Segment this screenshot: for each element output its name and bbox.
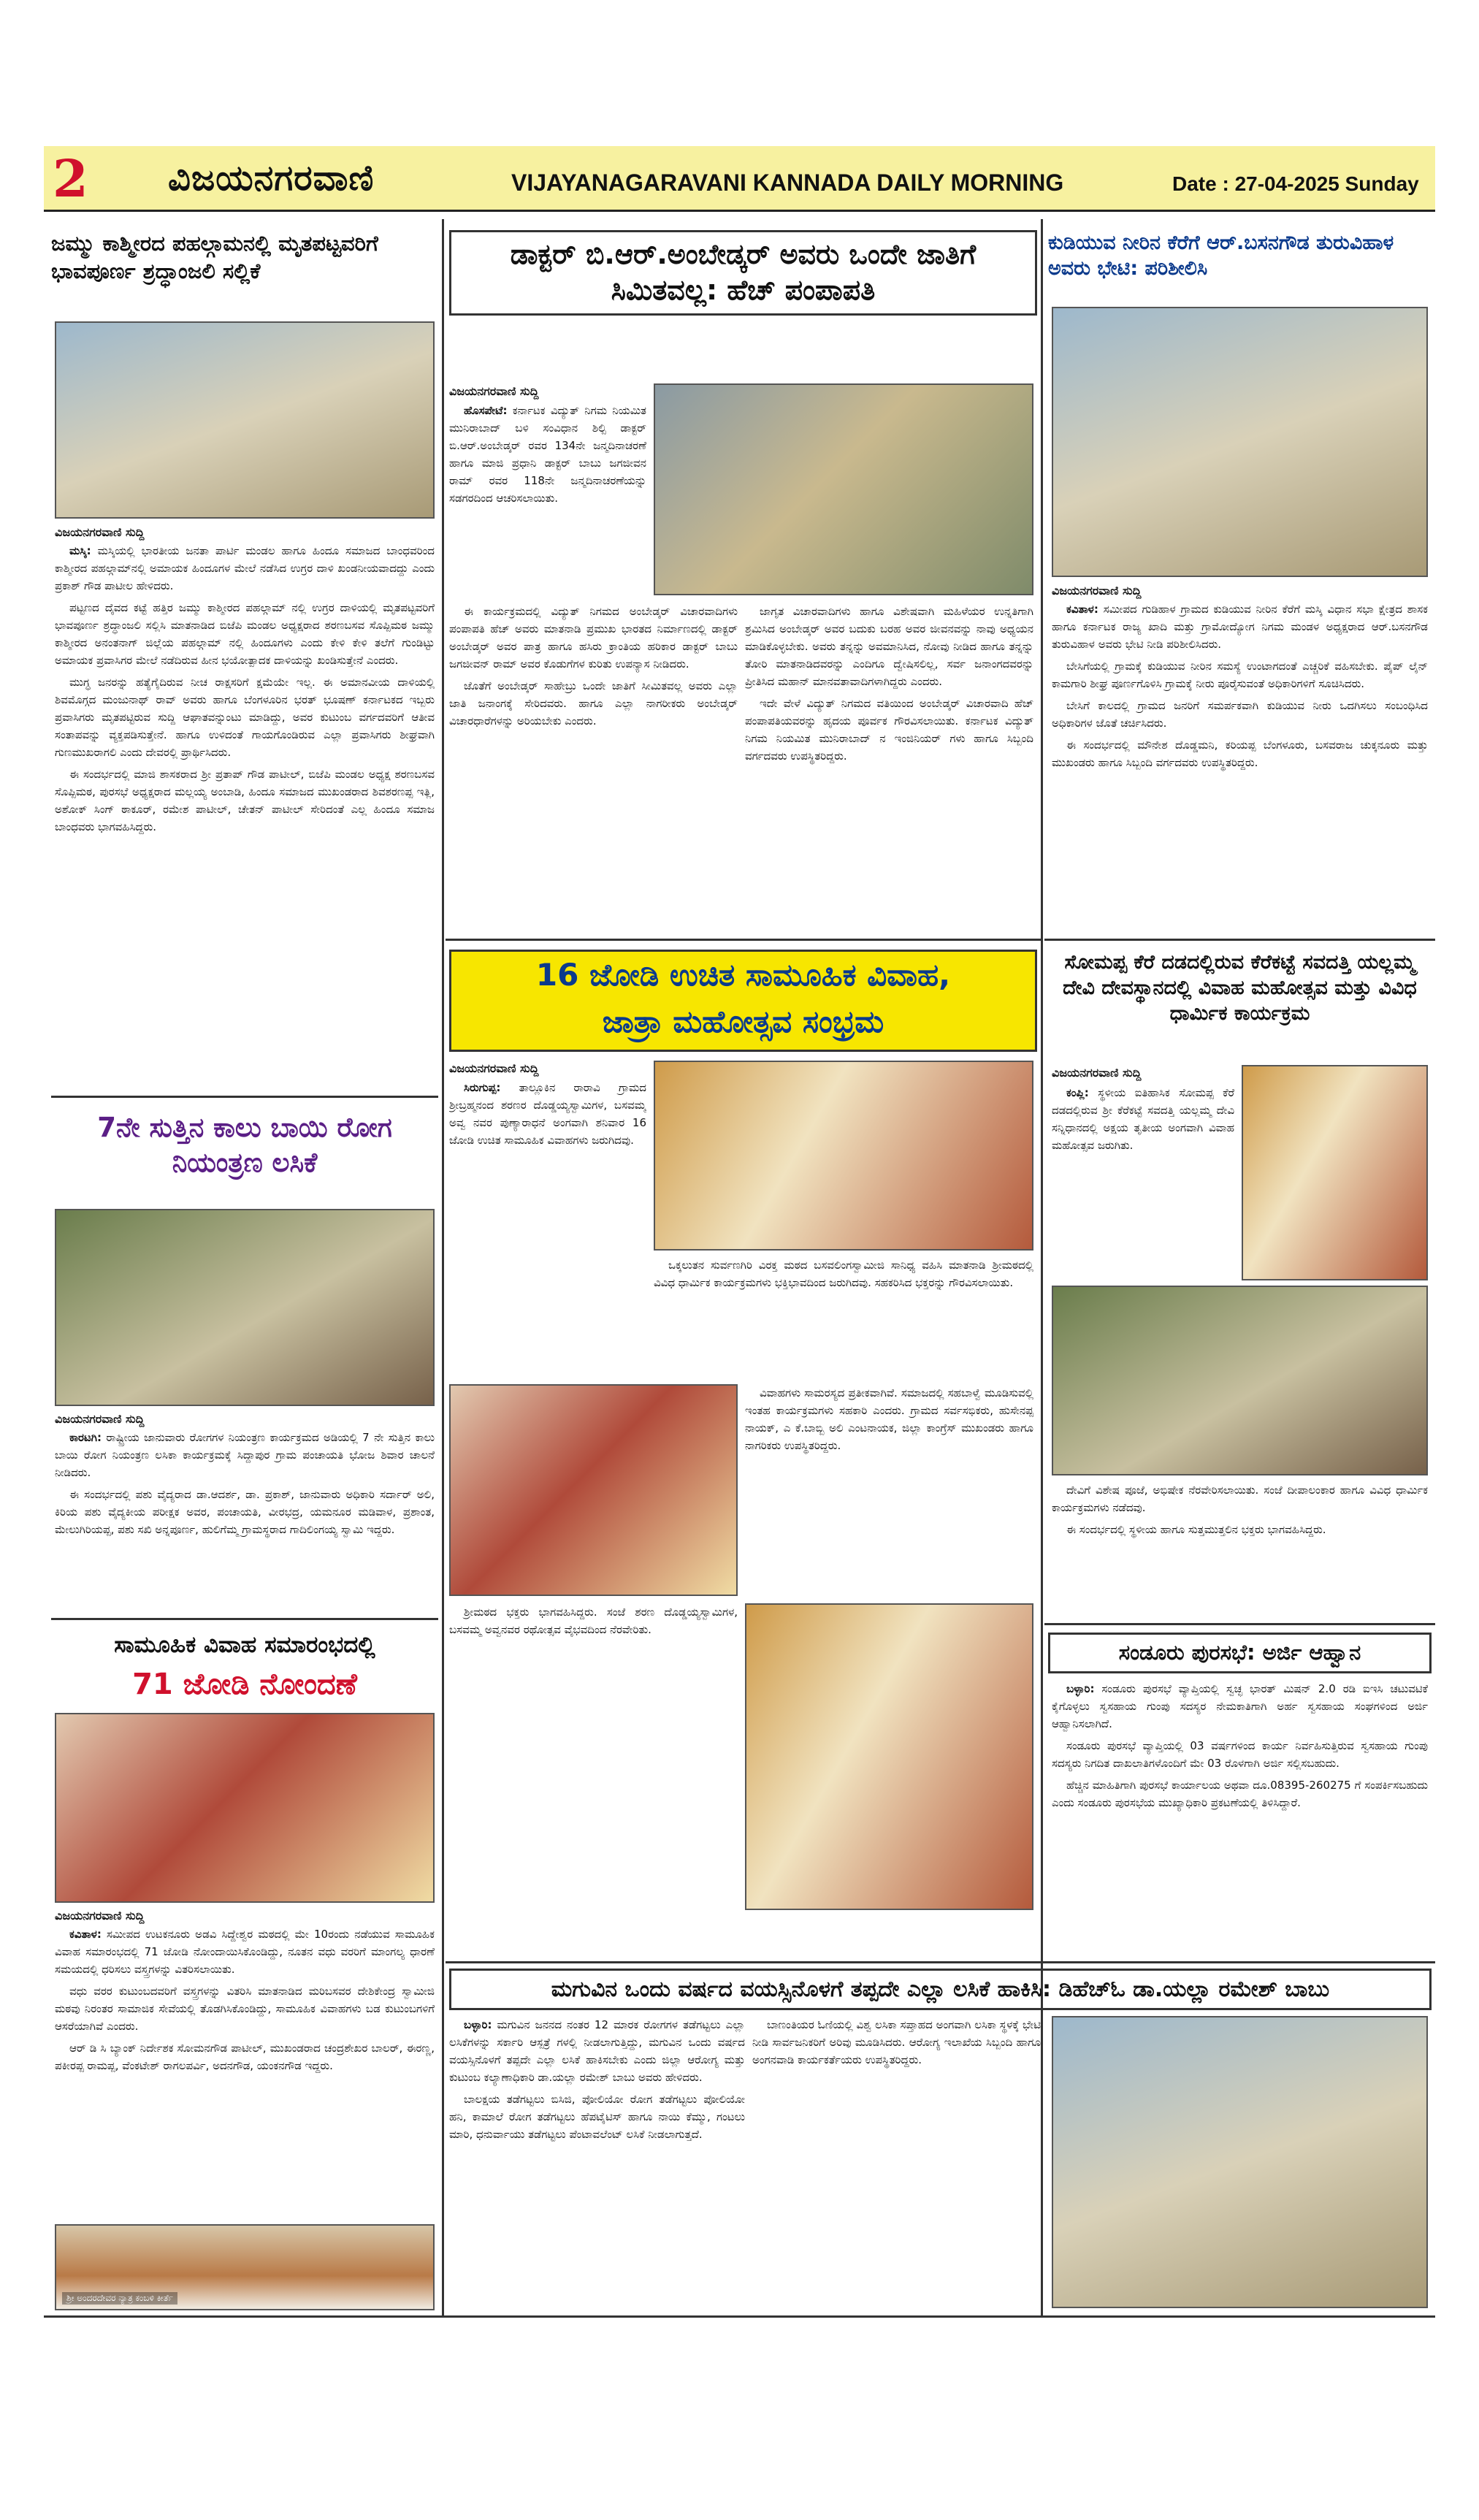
article-byline: ವಿಜಯನಗರವಾಣಿ ಸುದ್ದಿ xyxy=(55,525,145,539)
article-paragraph: ರಾಷ್ಟ್ರೀಯ ಜಾನುವಾರು ರೋಗಗಳ ನಿಯಂತ್ರಣ ಕಾರ್ಯಕ್ರಮದ ಅಡಿಯಲ್ಲಿ 7 ನೇ ಸುತ್ತಿನ ಕಾಲು ಬಾಯಿ ರೋಗ ನಿಯಂತ್ರಣ ಲಸಿಕಾ ಕಾರ್ಯಕ್ರಮಕ್ಕೆ ಸಿದ್ದಾಪುರ ಗ್ರಾಮ ಪಂಚಾಯತಿ ಭೋಜ ಶಿವಾರ ಚಾಲನೆ ನೀಡಿದರು. xyxy=(55,1431,435,1479)
article-body xyxy=(1052,1680,1428,1958)
article-headline: ಮಗುವಿನ ಒಂದು ವರ್ಷದ ವಯಸ್ಸಿನೊಳಗೆ ತಪ್ಪದೇ ಎಲ್ಲಾ ಲಸಿಕೆ ಹಾಕಿಸಿ: ಡಿಹೆಚ್‌ಓ ಡಾ.ಯಲ್ಲಾ ರಮೇಶ್ ಬಾಬು xyxy=(449,1969,1432,2010)
paper-title-kannada: ವಿಜಯನಗರವಾಣಿ xyxy=(168,158,375,199)
article-paragraph: ಬೇಸಿಗೆಯಲ್ಲಿ ಗ್ರಾಮಕ್ಕೆ ಕುಡಿಯುವ ನೀರಿನ ಸಮಸ್ಯೆ ಉಂಟಾಗದಂತೆ ಎಚ್ಚರಿಕೆ ವಹಿಸಬೇಕು. ಪೈಪ್ ಲೈನ್ ಕಾಮಗಾರಿ ಶೀಘ್ರ ಪೂರ್ಣಗೊಳಿಸಿ ಗ್ರಾಮಕ್ಕೆ ನೀರು ಪೂರೈಸುವಂತೆ ಅಧಿಕಾರಿಗಳಿಗೆ ಸೂಚಿಸಿದರು. xyxy=(1052,660,1428,690)
article-body xyxy=(745,603,1033,931)
article-photo xyxy=(745,1603,1033,1910)
article-paragraph: ವಿವಾಹಗಳು ಸಾಮರಸ್ಯದ ಪ್ರತೀಕವಾಗಿವೆ. ಸಮಾಜದಲ್ಲಿ ಸಹಬಾಳ್ವೆ ಮೂಡಿಸುವಲ್ಲಿ ಇಂತಹ ಕಾರ್ಯಕ್ರಮಗಳು ಸಹಕಾರಿ ಎಂದರು. ಗ್ರಾಮದ ಸರ್ವಸಭಿಕರು, ಹುಸೇನಪ್ಪ ನಾಯಕ್, ಎ ಕೆ.ಬಾಬ್ಬಿ ಅಲಿ ಎಂಟನಾಯಕ, ಜಿಲ್ಲಾ ಕಾಂಗ್ರೆಸ್ ಮುಖಂಡರು ಹಾಗೂ ನಾಗರಿಕರು ಉಪಸ್ಥಿತರಿದ್ದರು. xyxy=(745,1386,1033,1452)
article-body xyxy=(449,1079,646,1378)
article-dateline: ಹೊಸಪೇಟೆ: xyxy=(464,404,508,417)
article-headline: ಸಂಡೂರು ಪುರಸಭೆ: ಅರ್ಜಿ ಆಹ್ವಾನ xyxy=(1048,1633,1432,1673)
article-dateline: ಬಳ್ಳಾರಿ: xyxy=(1066,1682,1095,1695)
article-photo xyxy=(55,321,435,519)
article-paragraph: ಒಕ್ಕಲುತನ ಸುರ್ವಣಗಿರಿ ವಿರಕ್ತ ಮಠದ ಬಸವಲಿಂಗಸ್ವಾಮೀಜಿ ಸಾನಿಧ್ಯ ವಹಿಸಿ ಮಾತನಾಡಿ ಶ್ರೀಮಠದಲ್ಲಿ ವಿವಿಧ ಧಾರ್ಮಿಕ ಕಾರ್ಯಕ್ರಮಗಳು ಭಕ್ತಿಭಾವದಿಂದ ಜರುಗಿದವು. ಸಹಕರಿಸಿದ ಭಕ್ತರನ್ನು ಗೌರವಿಸಲಾಯಿತು. xyxy=(654,1259,1033,1289)
article-paragraph: ಬೇಸಿಗೆ ಕಾಲದಲ್ಲಿ ಗ್ರಾಮದ ಜನರಿಗೆ ಸಮರ್ಪಕವಾಗಿ ಕುಡಿಯುವ ನೀರು ಒದಗಿಸಲು ಸಂಬಂಧಿಸಿದ ಅಧಿಕಾರಿಗಳ ಜೊತೆ ಚರ್ಚಿಸಿದರು. xyxy=(1052,699,1428,730)
article-paragraph: ಈ ಸಂದರ್ಭದಲ್ಲಿ ಮಾಜಿ ಶಾಸಕರಾದ ಶ್ರೀ ಪ್ರತಾಪ್ ಗೌಡ ಪಾಟೀಲ್, ಬಿಜೆಪಿ ಮಂಡಲ ಅಧ್ಯಕ್ಷ ಶರಣಬಸವ ಸೊಪ್ಪಿಮಠ, ಪುರಸಭೆ ಅಧ್ಯಕ್ಷರಾದ ಮಲ್ಲಯ್ಯ ಅಂಬಾಡಿ, ಹಿಂದೂ ಸಮಾಜದ ಮುಖಂಡರಾದ ಶಿವಶರಣಪ್ಪ ಇತ್ಲಿ, ಅಶೋಕ್ ಸಿಂಗ್ ಠಾಕೂರ್, ರಮೇಶ ಪಾಟೀಲ್, ಚೇತನ್ ಪಾಟೀಲ್ ಸೇರಿದಂತೆ ಎಲ್ಲ ಹಿಂದೂ ಸಮಾಜ ಬಾಂಧವರು ಭಾಗವಹಿಸಿದ್ದರು. xyxy=(55,768,435,833)
article-paragraph: ಆರ್ ಡಿ ಸಿ ಬ್ಯಾಂಕ್ ನಿರ್ದೇಶಕ ಸೋಮನಗೌಡ ಪಾಟೀಲ್, ಮುಖಂಡರಾದ ಚಂದ್ರಶೇಖರ ಬಾಲರ್, ಈರಣ್ಣ, ಪಕೀರಪ್ಪ ರಾಮಪ್ಪ, ವೆಂಕಟೇಶ್ ರಾಗಲಪರ್ವಿ, ಅದನಗೌಡ, ಯಂಕನಗೌಡ ಇದ್ದರು. xyxy=(55,2042,435,2072)
article-paragraph: ಸಮೀಪದ ಉಟಕನೂರು ಅಡವಿ ಸಿದ್ದೇಶ್ವರ ಮಠದಲ್ಲಿ ಮೇ 10ರಂದು ನಡೆಯುವ ಸಾಮೂಹಿಕ ವಿವಾಹ ಸಮಾರಂಭದಲ್ಲಿ 71 ಜೋಡಿ ನೋಂದಾಯಿಸಿಕೊಂಡಿದ್ದು, ನೂತನ ವಧು ವರರಿಗೆ ಮಾಂಗಲ್ಯ ಧಾರಣೆ ಸಮಯದಲ್ಲಿ ಧರಿಸಲು ವಸ್ತ್ರಗಳನ್ನು ವಿತರಿಸಲಾಯಿತು. xyxy=(55,1928,435,1976)
article-paragraph: ದೇವಿಗೆ ವಿಶೇಷ ಪೂಜೆ, ಅಭಿಷೇಕ ನೆರವೇರಿಸಲಾಯಿತು. ಸಂಜೆ ದೀಪಾಲಂಕಾರ ಹಾಗೂ ವಿವಿಧ ಧಾರ್ಮಿಕ ಕಾರ್ಯಕ್ರಮಗಳು ನಡೆದವು. xyxy=(1052,1484,1428,1514)
article-headline: ಜಾತ್ರಾ ಮಹೋತ್ಸವ ಸಂಭ್ರಮ xyxy=(602,1004,884,1039)
article-byline: ವಿಜಯನಗರವಾಣಿ ಸುದ್ದಿ xyxy=(1052,584,1142,597)
article-divider xyxy=(1044,1623,1435,1625)
column-divider xyxy=(442,219,444,2315)
article-paragraph: ಜಾಗೃತ ವಿಚಾರವಾದಿಗಳು ಹಾಗೂ ವಿಶೇಷವಾಗಿ ಮಹಿಳೆಯರ ಉನ್ನತಿಗಾಗಿ ಶ್ರಮಿಸಿದ ಅಂಬೇಡ್ಕರ್ ಅವರ ಬದುಕು ಬರಹ ಅವರ ಜೀವನವನ್ನು ನಾವು ಅಧ್ಯಯನ ಮಾಡಿಕೊಳ್ಳಬೇಕು. ಅವರು ತನ್ನನ್ನು ಅವಮಾನಿಸಿದ, ನೋವು ನೀಡಿದ ಹಾಗೂ ತನ್ನನ್ನು ತೋರಿ ಮಾತನಾಡಿದವರನ್ನು ಎಂದಿಗೂ ದ್ವೇಷಿಸಲಿಲ್ಲ, ಸರ್ವ ಜನಾಂಗದವರನ್ನು ಪ್ರೀತಿಸಿದ ಮಹಾನ್ ಮಾನವತಾವಾದಿಗಳಾಗಿದ್ದರು ಎಂದರು. xyxy=(745,605,1033,688)
article-paragraph: ಮಗುವಿನ ಜನನದ ನಂತರ 12 ಮಾರಕ ರೋಗಗಳ ತಡೆಗಟ್ಟಲು ಎಲ್ಲಾ ಲಸಿಕೆಗಳನ್ನು ಸರ್ಕಾರಿ ಆಸ್ಪತ್ರೆ ಗಳಲ್ಲಿ ನೀಡಲಾಗುತ್ತಿದ್ದು, ಮಗುವಿನ ಒಂದು ವರ್ಷದ ವಯಸ್ಸಿನೊಳಗೆ ತಪ್ಪದೇ ಎಲ್ಲಾ ಲಸಿಕೆ ಹಾಕಿಸಬೇಕು ಎಂದು ಜಿಲ್ಲಾ ಆರೋಗ್ಯ ಮತ್ತು ಕುಟುಂಬ ಕಲ್ಯಾಣಾಧಿಕಾರಿ ಡಾ.ಯಲ್ಲಾ ರಮೇಶ್ ಬಾಬು ಅವರು ಹೇಳಿದರು. xyxy=(449,2018,745,2084)
article-paragraph: ಇದೇ ವೇಳೆ ವಿದ್ಯುತ್ ನಿಗಮದ ವತಿಯಿಂದ ಅಂಬೇಡ್ಕರ್ ವಿಚಾರವಾದಿ ಹೆಚ್ ಪಂಪಾಪತಿಯವರನ್ನು ಹೃದಯ ಪೂರ್ವಕ ಗೌರವಿಸಲಾಯಿತು. ಕರ್ನಾಟಕ ವಿದ್ಯುತ್ ನಿಗಮ ನಿಯಮಿತ ಮುನಿರಾಬಾದ್ ನ ಇಂಜಿನಿಯರ್ ಗಳು ಹಾಗೂ ಸಿಬ್ಬಂದಿ ವರ್ಗದವರು ಉಪಸ್ಥಿತರಿದ್ದರು. xyxy=(745,697,1033,763)
article-headline: ಜಮ್ಮು ಕಾಶ್ಮೀರದ ಪಹಲ್ಗಾಮನಲ್ಲಿ ಮೃತಪಟ್ಟವರಿಗೆ ಭಾವಪೂರ್ಣ ಶ್ರದ್ಧಾಂಜಲಿ ಸಲ್ಲಿಕೆ xyxy=(51,231,378,283)
article-photo xyxy=(55,1713,435,1903)
article-dateline: ಸಿರುಗುಪ್ಪ: xyxy=(464,1081,501,1094)
article-body xyxy=(1052,1481,1428,1620)
article-dateline: ಕಂಪ್ಲಿ: xyxy=(1066,1086,1089,1099)
article-paragraph: ಈ ಸಂದರ್ಭದಲ್ಲಿ ಮೌನೇಶ ದೊಡ್ಡಮನಿ, ಕರಿಯಪ್ಪ ಬೆಂಗಳೂರು, ಬಸವರಾಜ ಚುಕ್ಕನೂರು ಮತ್ತು ಮುಖಂಡರು ಹಾಗೂ ಸಿಬ್ಬಂದಿ ವರ್ಗದವರು ಉಪಸ್ಥಿತರಿದ್ದರು. xyxy=(1052,738,1428,769)
article-photo xyxy=(1052,2016,1428,2308)
article-paragraph: ಶ್ರೀಮಠದ ಭಕ್ತರು ಭಾಗವಹಿಸಿದ್ದರು. ಸಂಜೆ ಶರಣ ದೊಡ್ಡಯ್ಯಸ್ವಾಮಿಗಳ, ಬಸವಮ್ಮ ಅವ್ವನವರ ರಥೋತ್ಸವ ವೈಭವದಿಂದ ನೆರವೇರಿತು. xyxy=(449,1605,738,1636)
article-headline: ಸೋಮಪ್ಪ ಕೆರೆ ದಡದಲ್ಲಿರುವ ಕೆರೆಕಟ್ಟೆ ಸವದತ್ತಿ ಯಲ್ಲಮ್ಮ ದೇವಿ ದೇವಸ್ಥಾನದಲ್ಲಿ ವಿವಾಹ ಮಹೋತ್ಸವ ಮತ್ತು ವಿವಿಧ ಧಾರ್ಮಿಕ ಕಾರ್ಯಕ್ರಮ xyxy=(1063,951,1417,1026)
article-body xyxy=(1052,1084,1234,1274)
article-paragraph: ಹೆಚ್ಚಿನ ಮಾಹಿತಿಗಾಗಿ ಪುರಸಭೆ ಕಾರ್ಯಾಲಯ ಅಥವಾ ದೂ.08395-260275 ಗೆ ಸಂಪರ್ಕಿಸಬಹುದು ಎಂದು ಸಂಡೂರು ಪುರಸಭೆಯ ಮುಖ್ಯಾಧಿಕಾರಿ ಪ್ರಕಟಣೆಯಲ್ಲಿ ತಿಳಿಸಿದ್ದಾರೆ. xyxy=(1052,1779,1428,1809)
article-dateline: ಕವಿತಾಳ: xyxy=(69,1928,102,1941)
article-headline: ಕುಡಿಯುವ ನೀರಿನ ಕೆರೆಗೆ ಆರ್.ಬಸನಗೌಡ ತುರುವಿಹಾಳ ಅವರು ಭೇಟಿ: ಪರಿಶೀಲಿಸಿ xyxy=(1048,232,1394,280)
article-body xyxy=(654,1256,1033,1381)
article-photo xyxy=(654,1061,1033,1251)
article-photo xyxy=(55,1209,435,1406)
article-headline: 16 ಜೋಡಿ ಉಚಿತ ಸಾಮೂಹಿಕ ವಿವಾಹ, xyxy=(535,957,951,993)
article-paragraph: ಸಂಡೂರು ಪುರಸಭೆ ವ್ಯಾಪ್ತಿಯಲ್ಲಿ 03 ವರ್ಷಗಳಿಂದ ಕಾರ್ಯ ನಿರ್ವಹಿಸುತ್ತಿರುವ ಸ್ವಸಹಾಯ ಗುಂಪು ಸದಸ್ಯರು ನಿಗದಿತ ದಾಖಲಾತಿಗಳೊಂದಿಗೆ ಮೇ 03 ರೊಳಗಾಗಿ ಅರ್ಜಿ ಸಲ್ಲಿಸಬಹುದು. xyxy=(1052,1739,1428,1770)
article-paragraph: ಬಾಲಕ್ಷಯ ತಡೆಗಟ್ಟಲು ಬಿಸಿಜಿ, ಪೋಲಿಯೋ ರೋಗ ತಡೆಗಟ್ಟಲು ಪೋಲಿಯೋ ಹನಿ, ಕಾಮಾಲೆ ರೋಗ ತಡೆಗಟ್ಟಲು ಹೆಪಟೈಟಿಸ್ ಹಾಗೂ ನಾಯಿ ಕೆಮ್ಮು, ಗಂಟಲು ಮಾರಿ, ಧನುರ್ವಾಯು ತಡೆಗಟ್ಟಲು ಪೆಂಟಾವಲೆಂಟ್ ಲಸಿಕೆ ನೀಡಲಾಗುತ್ತದೆ. xyxy=(449,2093,745,2141)
article-headline: ಡಾಕ್ಟರ್ ಬಿ.ಆರ್.ಅಂಬೇಡ್ಕರ್ ಅವರು ಒಂದೇ ಜಾತಿಗೆ ಸಿಮಿತವಲ್ಲ: ಹೆಚ್ ಪಂಪಾಪತಿ xyxy=(449,230,1037,316)
article-byline: ವಿಜಯನಗರವಾಣಿ ಸುದ್ದಿ xyxy=(449,384,539,398)
article-photo xyxy=(1052,1286,1428,1475)
article-paragraph: ತಾಲ್ಲೂಕಿನ ರಾರಾವಿ ಗ್ರಾಮದ ಶ್ರೀಬ್ರಹ್ಮನಂದ ಶರಣರ ದೊಡ್ಡಯ್ಯಸ್ವಾಮಿಗಳ, ಬಸವಮ್ಮ ಅವ್ವ ನವರ ಪುಣ್ಯಾರಾಧನೆ ಅಂಗವಾಗಿ ಶನಿವಾರ 16 ಜೋಡಿ ಉಚಿತ ಸಾಮೂಹಿಕ ವಿವಾಹಗಳು ಜರುಗಿದವು. xyxy=(449,1081,646,1147)
article-body xyxy=(449,1603,738,1954)
article-byline: ವಿಜಯನಗರವಾಣಿ ಸುದ್ದಿ xyxy=(449,1061,539,1075)
article-dateline: ಕವಿತಾಳ: xyxy=(1066,603,1098,616)
article-byline: ವಿಜಯನಗರವಾಣಿ ಸುದ್ದಿ xyxy=(55,1909,145,1923)
article-paragraph: ಪಟ್ಟಣದ ದೈವದ ಕಟ್ಟೆ ಹತ್ತಿರ ಜಮ್ಮು ಕಾಶ್ಮೀರದ ಪಹಲ್ಗಾಮ್ ನಲ್ಲಿ ಉಗ್ರರ ದಾಳಿಯಲ್ಲಿ ಮೃತಪಟ್ಟವರಿಗೆ ಭಾವಪೂರ್ಣ ಶ್ರದ್ಧಾಂಜಲಿ ಸಲ್ಲಿಸಿ ಮಾತನಾಡಿದ ಬಿಜೆಪಿ ಮಂಡಲ ಅಧ್ಯಕ್ಷರಾದ ಶರಣಬಸವ ಸೊಪ್ಪಿಮಠ ಜಮ್ಮು ಕಾಶ್ಮೀರದ ಅನಂತನಾಗ್ ಜಿಲ್ಲೆಯ ಪಹಲ್ಗಾಮ್ ನಲ್ಲಿ ಹಿಂದೂಗಳು ಎಂದು ಕೇಳಿ ಕೇಳಿ ತಲೆಗೆ ಗುಂಡಿಟ್ಟು ಅಮಾಯಕ ಪ್ರವಾಸಿಗರ ಮೇಲೆ ನಡೆದಿರುವ ಹೀನ ಭಯೋತ್ಪಾದಕ ದಾಳಿಯನ್ನು ಖಂಡಿಸುತ್ತೇನೆ ಎಂದರು. xyxy=(55,601,435,667)
article-paragraph: ವಧು ವರರ ಕುಟುಂಬದವರಿಗೆ ವಸ್ತ್ರಗಳನ್ನು ವಿತರಿಸಿ ಮಾತನಾಡಿದ ಮರಿಬಸವರ ದೇಶಿಕೇಂದ್ರ ಸ್ವಾಮೀಜಿ ಮಠವು ನಿರಂತರ ಸಾಮಾಜಿಕ ಸೇವೆಯಲ್ಲಿ ತೊಡಗಿಸಿಕೊಂಡಿದ್ದು, ಸಾಮೂಹಿಕ ವಿವಾಹಗಳು ಬಡ ಕುಟುಂಬಗಳಿಗೆ ಆಸರೆಯಾಗಿವೆ ಎಂದರು. xyxy=(55,1985,435,2033)
article-photo xyxy=(1052,307,1428,577)
article-headline: 7ನೇ ಸುತ್ತಿನ ಕಾಲು ಬಾಯಿ ರೋಗ ನಿಯಂತ್ರಣ ಲಸಿಕೆ xyxy=(97,1112,392,1179)
article-dateline: ಬಳ್ಳಾರಿ: xyxy=(464,2018,492,2031)
article-paragraph: ಮಸ್ಕಿಯಲ್ಲಿ ಭಾರತೀಯ ಜನತಾ ಪಾರ್ಟಿ ಮಂಡಲ ಹಾಗೂ ಹಿಂದೂ ಸಮಾಜದ ಬಾಂಧವರಿಂದ ಕಾಶ್ಮೀರದ ಪಹಲ್ಗಾಮ್‌ನಲ್ಲಿ ಅಮಾಯಕ ಹಿಂದೂಗಳ ಮೇಲೆ ನಡೆಸಿದ ಉಗ್ರರ ದಾಳಿ ಖಂಡನೀಯವಾದದ್ದು ಎಂದು ಪ್ರಕಾಶ್ ಗೌಡ ಪಾಟೀಲ ಹೇಳಿದರು. xyxy=(55,544,435,592)
article-paragraph: ಈ ಸಂದರ್ಭದಲ್ಲಿ ಪಶು ವೈದ್ಯರಾದ ಡಾ.ಆದರ್ಶ, ಡಾ. ಪ್ರಕಾಶ್, ಜಾನುವಾರು ಅಧಿಕಾರಿ ಸರ್ದಾರ್ ಅಲಿ, ಕಿರಿಯ ಪಶು ವೈದ್ಯಕೀಯ ಪರೀಕ್ಷಕ ಅವರ, ಪಂಚಾಯತಿ, ವೀರಭದ್ರ, ಯಮನೂರ ಮಡಿವಾಳ, ಪ್ರಶಾಂತ, ಮೇಲುಗಿರಿಯಪ್ಪ, ಪಶು ಸಖಿ ಅನ್ನಪೂರ್ಣ, ಹುಲಿಗೆಮ್ಮ ಗ್ರಾಮಸ್ಥರಾದ ಗಾದಿಲಿಂಗಯ್ಯ ಸ್ವಾಮಿ ಇದ್ದರು. xyxy=(55,1488,435,1536)
article-body xyxy=(1052,600,1428,936)
article-photo xyxy=(654,383,1033,595)
article-body xyxy=(449,603,738,931)
section-divider xyxy=(446,1961,1435,1963)
article-body xyxy=(752,2016,1041,2308)
article-photo xyxy=(449,1384,738,1596)
article-body xyxy=(55,1429,435,1611)
page-bottom-rule xyxy=(44,2315,1435,2318)
article-dateline: ಕಾರಟಗಿ: xyxy=(69,1431,102,1444)
article-photo xyxy=(1242,1065,1428,1280)
article-paragraph: ಈ ಸಂದರ್ಭದಲ್ಲಿ ಸ್ಥಳೀಯ ಹಾಗೂ ಸುತ್ತಮುತ್ತಲಿನ ಭಕ್ತರು ಭಾಗವಹಿಸಿದ್ದರು. xyxy=(1066,1523,1326,1536)
article-body xyxy=(55,542,435,1090)
article-body xyxy=(449,402,646,577)
article-paragraph: ಸ್ಥಳೀಯ ಐತಿಹಾಸಿಕ ಸೋಮಪ್ಪ ಕೆರೆ ದಡದಲ್ಲಿರುವ ಶ್ರೀ ಕೆರೆಕಟ್ಟೆ ಸವದತ್ತಿ ಯಲ್ಲಮ್ಮ ದೇವಿ ಸನ್ನಿಧಾನದಲ್ಲಿ ಅಕ್ಷಯ ತೃತೀಯ ಅಂಗವಾಗಿ ವಿವಾಹ ಮಹೋತ್ಸವ ಜರುಗಿತು. xyxy=(1052,1086,1234,1152)
article-divider xyxy=(51,1618,438,1620)
article-paragraph: ಕರ್ನಾಟಕ ವಿದ್ಯುತ್ ನಿಗಮ ನಿಯಮಿತ ಮುನಿರಾಬಾದ್ ಬಳಿ ಸಂವಿಧಾನ ಶಿಲ್ಪಿ ಡಾಕ್ಟರ್ ಬಿ.ಆರ್.ಅಂಬೇಡ್ಕರ್ ರವರ 134ನೇ ಜನ್ಮದಿನಾಚರಣೆ ಹಾಗೂ ಮಾಜಿ ಪ್ರಧಾನಿ ಡಾಕ್ಟರ್ ಬಾಬು ಜಗಜೀವನ ರಾಮ್ ರವರ 118ನೇ ಜನ್ಮದಿನಾಚರಣೆಯನ್ನು ಸಡಗರದಿಂದ ಆಚರಿಸಲಾಯಿತು. xyxy=(449,404,646,505)
article-headline: ಸಾಮೂಹಿಕ ವಿವಾಹ ಸಮಾರಂಭದಲ್ಲಿ xyxy=(114,1632,375,1658)
article-photo xyxy=(55,2224,435,2310)
article-headline-emphasis: 71 ಜೋಡಿ ನೋಂದಣೆ xyxy=(132,1668,357,1701)
paper-title-english: VIJAYANAGARAVANI KANNADA DAILY MORNING xyxy=(511,169,1064,196)
article-body xyxy=(449,2016,745,2308)
article-divider xyxy=(1044,939,1435,941)
article-body xyxy=(745,1384,1033,1596)
article-paragraph: ಬಾಣಂತಿಯರ ಓಣಿಯಲ್ಲಿ ವಿಶ್ವ ಲಸಿಕಾ ಸಪ್ತಾಹದ ಅಂಗವಾಗಿ ಲಸಿಕಾ ಸ್ಥಳಕ್ಕೆ ಭೇಟಿ ನೀಡಿ ಸಾರ್ವಜನಿಕರಿಗೆ ಅರಿವು ಮೂಡಿಸಿದರು. ಆರೋಗ್ಯ ಇಲಾಖೆಯ ಸಿಬ್ಬಂದಿ ಹಾಗೂ ಅಂಗನವಾಡಿ ಕಾರ್ಯಕರ್ತೆಯರು ಉಪಸ್ಥಿತರಿದ್ದರು. xyxy=(752,2018,1041,2066)
article-paragraph: ಈ ಕಾರ್ಯಕ್ರಮದಲ್ಲಿ ವಿದ್ಯುತ್ ನಿಗಮದ ಅಂಬೇಡ್ಕರ್ ವಿಚಾರವಾದಿಗಳು ಪಂಪಾಪತಿ ಹೆಚ್ ಅವರು ಮಾತನಾಡಿ ಪ್ರಮುಖ ಭಾರತದ ನಿರ್ಮಾಣದಲ್ಲಿ ಡಾಕ್ಟರ್ ಅಂಬೇಡ್ಕರ್ ಅವರ ಪಾತ್ರ ಹಾಗೂ ಹಸಿರು ಕ್ರಾಂತಿಯ ಹರಿಕಾರ ಡಾಕ್ಟರ್ ಬಾಬು ಜಗಜೀವನ್ ರಾಮ್ ಅವರ ಕೊಡುಗೆಗಳ ಕುರಿತು ಉಪನ್ಯಾಸ ನೀಡಿದರು. xyxy=(449,605,738,671)
article-paragraph: ಮುಗ್ಧ ಜನರನ್ನು ಹತ್ಯೆಗೈದಿರುವ ನೀಚ ರಾಕ್ಷಸರಿಗೆ ಕ್ಷಮೆಯೇ ಇಲ್ಲ. ಈ ಅಮಾನವೀಯ ದಾಳಿಯಲ್ಲಿ ಶಿವಮೊಗ್ಗದ ಮಂಜುನಾಥ್ ರಾವ್ ಅವರು ಹಾಗೂ ಬೆಂಗಳೂರಿನ ಭರತ್ ಭೂಷಣ್ ಕರ್ನಾಟಕದ ಇಬ್ಬರು ಪ್ರವಾಸಿಗರು ಮೃತಪಟ್ಟಿರುವ ಸುದ್ದಿ ಆಘಾತವನ್ನುಂಟು ಮಾಡಿದ್ದು, ಅವರ ಕುಟುಂಬ ವರ್ಗದವರಿಗೆ ಆತೀವ ಸಂತಾಪವನ್ನು ವ್ಯಕ್ತಪಡಿಸುತ್ತೇನೆ. ಹಾಗೂ ಉಳಿದಂತೆ ಗಾಯಗೊಂಡಿರುವ ಎಲ್ಲಾ ಪ್ರವಾಸಿಗರು ಶೀಘ್ರವಾಗಿ ಗುಣಮುಖರಾಗಲಿ ಎಂದು ದೇವರಲ್ಲಿ ಪ್ರಾರ್ಥಿಸಿದರು. xyxy=(55,676,435,759)
photo-sign-text: ಶ್ರೀ ಅಂದರದೇವರ ನ್ಯಾತ್ರ ಕಂಬಳಿ ಕೀರ್ತೆ xyxy=(62,2292,177,2305)
issue-date: Date : 27-04-2025 Sunday xyxy=(1172,172,1419,195)
article-paragraph: ಸಂಡೂರು ಪುರಸಭೆ ವ್ಯಾಪ್ತಿಯಲ್ಲಿ ಸ್ವಚ್ಛ ಭಾರತ್ ಮಿಷನ್ 2.0 ರಡಿ ಐಇಸಿ ಚಟುವಟಿಕೆ ಕೈಗೊಳ್ಳಲು ಸ್ವಸಹಾಯ ಗುಂಪು ಸದಸ್ಯರ ನೇಮಕಾತಿಗಾಗಿ ಅರ್ಹ ಸ್ವಸಹಾಯ ಸಂಘಗಳಿಂದ ಅರ್ಜಿ ಆಹ್ವಾನಿಸಲಾಗಿದೆ. xyxy=(1052,1682,1428,1730)
article-dateline: ಮಸ್ಕಿ: xyxy=(69,544,91,557)
page-number: 2 xyxy=(53,148,88,209)
article-paragraph: ಸಮೀಪದ ಗುಡಿಹಾಳ ಗ್ರಾಮದ ಕುಡಿಯುವ ನೀರಿನ ಕೆರೆಗೆ ಮಸ್ಕಿ ವಿಧಾನ ಸಭಾ ಕ್ಷೇತ್ರದ ಶಾಸಕ ಹಾಗೂ ಕರ್ನಾಟಕ ರಾಜ್ಯ ಖಾದಿ ಮತ್ತು ಗ್ರಾಮೋದ್ಯೋಗ ನಿಗಮ ಮಂಡಳ ಅಧ್ಯಕ್ಷರಾದ ಆರ್.ಬಸನಗೌಡ ತುರುವಿಹಾಳ ಅವರು ಭೇಟಿ ನೀಡಿ ಪರಿಶೀಲಿಸಿದರು. xyxy=(1052,603,1428,651)
article-paragraph: ಜೊತೆಗೆ ಅಂಬೇಡ್ಕರ್ ಸಾಹೇಬ್ರು ಒಂದೇ ಜಾತಿಗೆ ಸೀಮಿತವಲ್ಲ ಅವರು ಎಲ್ಲಾ ಜಾತಿ ಜನಾಂಗಕ್ಕೆ ಸೇರಿದವರು. ಹಾಗೂ ಎಲ್ಲಾ ನಾಗರೀಕರು ಅಂಬೇಡ್ಕರ್ ವಿಚಾರಧಾರೆಗಳನ್ನು ಅರಿಯಬೇಕು ಎಂದರು. xyxy=(449,679,738,728)
article-byline: ವಿಜಯನಗರವಾಣಿ ಸುದ್ದಿ xyxy=(1052,1066,1142,1080)
article-byline: ವಿಜಯನಗರವಾಣಿ ಸುದ್ದಿ xyxy=(55,1412,145,1426)
article-divider xyxy=(446,939,1041,941)
article-divider xyxy=(51,1096,438,1098)
article-body xyxy=(55,1925,435,2218)
